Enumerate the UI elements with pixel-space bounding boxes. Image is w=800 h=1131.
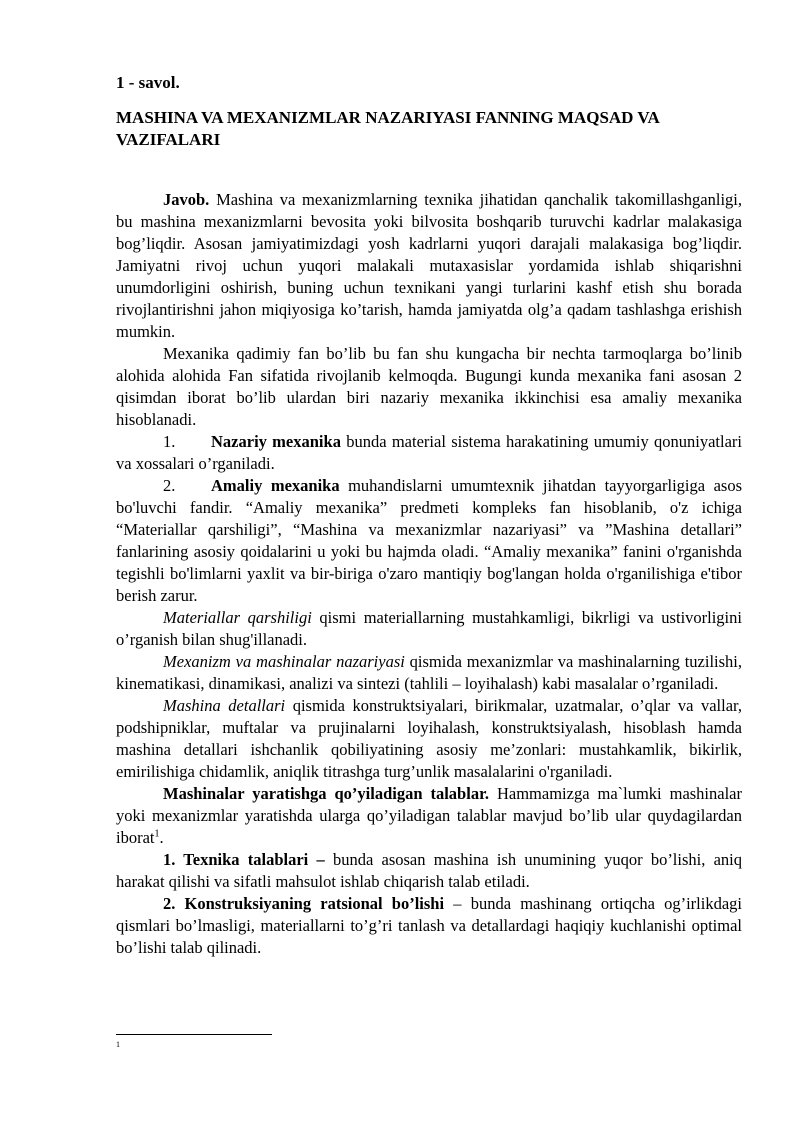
footnote-reference[interactable]: 1 [154,828,160,840]
list-item-text: muhandislarni umumtexnik jihatdan tayyorgarligiga asos bo'luvchi fandir. “Amaliy mexanika” predmeti kompleks fan hisoblanib, o'z ichiga “Materiallar qarshiligi”, “Mashina va mexanizmlar nazariyasi” va ”Mashina detallari” fanlarining asosiy qoidalarini u yoki bu hajmda oladi. “Amaliy mexanika” fanini o'rganishda tegishli bo'limlarni yaxlit va bir-biriga o'zaro mantiqiy bog'langan holda o'rganilishiga e'tibor berish zarur. [116,476,742,605]
construction-heading: 2. Konstruksiyaning ratsional bo’lishi [163,894,445,913]
list-item-number: 1. [163,432,176,451]
list-item-number: 2. [163,476,176,495]
requirements-heading: Mashinalar yaratishga qo’yiladigan talablar. [163,784,489,803]
mechanisms-text: qismida mexanizmlar va mashinalarning tuzilishi, kinematikasi, dinamikasi, analizi va sintezi (tahlili – loyihalash) kabi masalalar o’rganiladi. [116,652,742,693]
document-content [116,71,742,959]
paragraph-answer [116,189,742,343]
requirements-text: Hammamizga ma`lumki mashinalar yoki mexanizmlar yaratishda ularga qo’yiladigan talablar mavjud bo’lib ular quydagilardan iborat [116,784,742,847]
list-item-term: Nazariy mexanika [211,432,341,451]
document-title: MASHINA VA MEXANIZMLAR NAZARIYASI FANNING MAQSAD VA VAZIFALARI [116,108,659,149]
paragraph-construction [116,893,742,959]
question-number: 1 - savol. [116,73,180,92]
answer-lead: Javob. [163,190,210,209]
footnote-separator [116,1034,272,1035]
technical-requirements-heading: 1. Texnika talablari – [163,850,325,869]
paragraph-materials [116,607,742,651]
list-item-applied-mechanics [116,475,742,607]
construction-text: – bunda mashinang ortiqcha og’irlikdagi qismlari bo’lmasligi, materiallarni to’g’ri tanlash va detallardagi haqiqiy kuchlanishi optimal bo’lishi talab qilinadi. [116,894,742,957]
list-item-theoretical-mechanics [116,431,742,475]
machine-details-term: Mashina detallari [163,696,286,715]
document-body [116,189,742,959]
materials-term: Materiallar qarshiligi [163,608,312,627]
list-item-text: bunda material sistema harakatining umumiy qonuniyatlari va xossalari o’rganiladi. [116,432,742,473]
answer-text: Mashina va mexanizmlarning texnika jihatidan qanchalik takomillashganligi, bu mashina mexanizmlarni bevosita yoki bilvosita boshqarib turuvchi kadrlar malakasiga bog’liqdir. Asosan jamiyatimizdagi yosh kadrlarni yuqori darajali malakasiga bog’liqdir. Jamiyatni rivoj uchun yuqori malakali mutaxasislar yordamida ishlab shiqarishni unumdorligini oshirish, buning uchun texnikani yangi turlarini kashf etish shu borada rivojlantirishni jahon miqiyosiga ko’tarish, hamda jamiyatda olg’a qadam tashlashga erishish mumkin. [116,190,742,341]
materials-text: qismi materiallarning mustahkamligi, bikrligi va ustivorligini o’rganish bilan shug'illanadi. [116,608,742,649]
list-item-term: Amaliy mexanika [211,476,340,495]
requirements-end: . [159,828,164,847]
machine-details-text: qismida konstruktsiyalari, birikmalar, uzatmalar, o’qlar va vallar, podshipniklar, muftalar va prujinalarni loyihalash, konstruktsiyalash, hisoblash hamda mashina detallari ishchanlik qobiliyatining asosiy me’zonlari: mustahkamlik, bikirlik, emirilishiga chidamlik, aniqlik titrashga turg’unlik masalalarini o'rganiladi. [116,696,742,781]
paragraph-mechanics: Mexanika qadimiy fan bo’lib bu fan shu kungacha bir nechta tarmoqlarga bo’linib alohida alohida Fan sifatida rivojlanib kelmoqda. Bugungi kunda mexanika fani asosan 2 qisimdan iborat bo’lib ulardan biri nazariy mexanika ikkinchisi esa amaliy mexanika hisoblanadi. [116,344,742,429]
technical-requirements-text: bunda asosan mashina ish unumining yuqor bo’lishi, aniq harakat qilishi va sifatli mahsulot ishlab chiqarish talab etiladi. [116,850,742,891]
paragraph-technical-requirements [116,849,742,893]
paragraph-machine-details [116,695,742,783]
paragraph-requirements [116,783,742,849]
mechanisms-term: Mexanizm va mashinalar nazariyasi [163,652,405,671]
paragraph-mechanisms [116,651,742,695]
footnote-number: 1 [116,1040,120,1049]
